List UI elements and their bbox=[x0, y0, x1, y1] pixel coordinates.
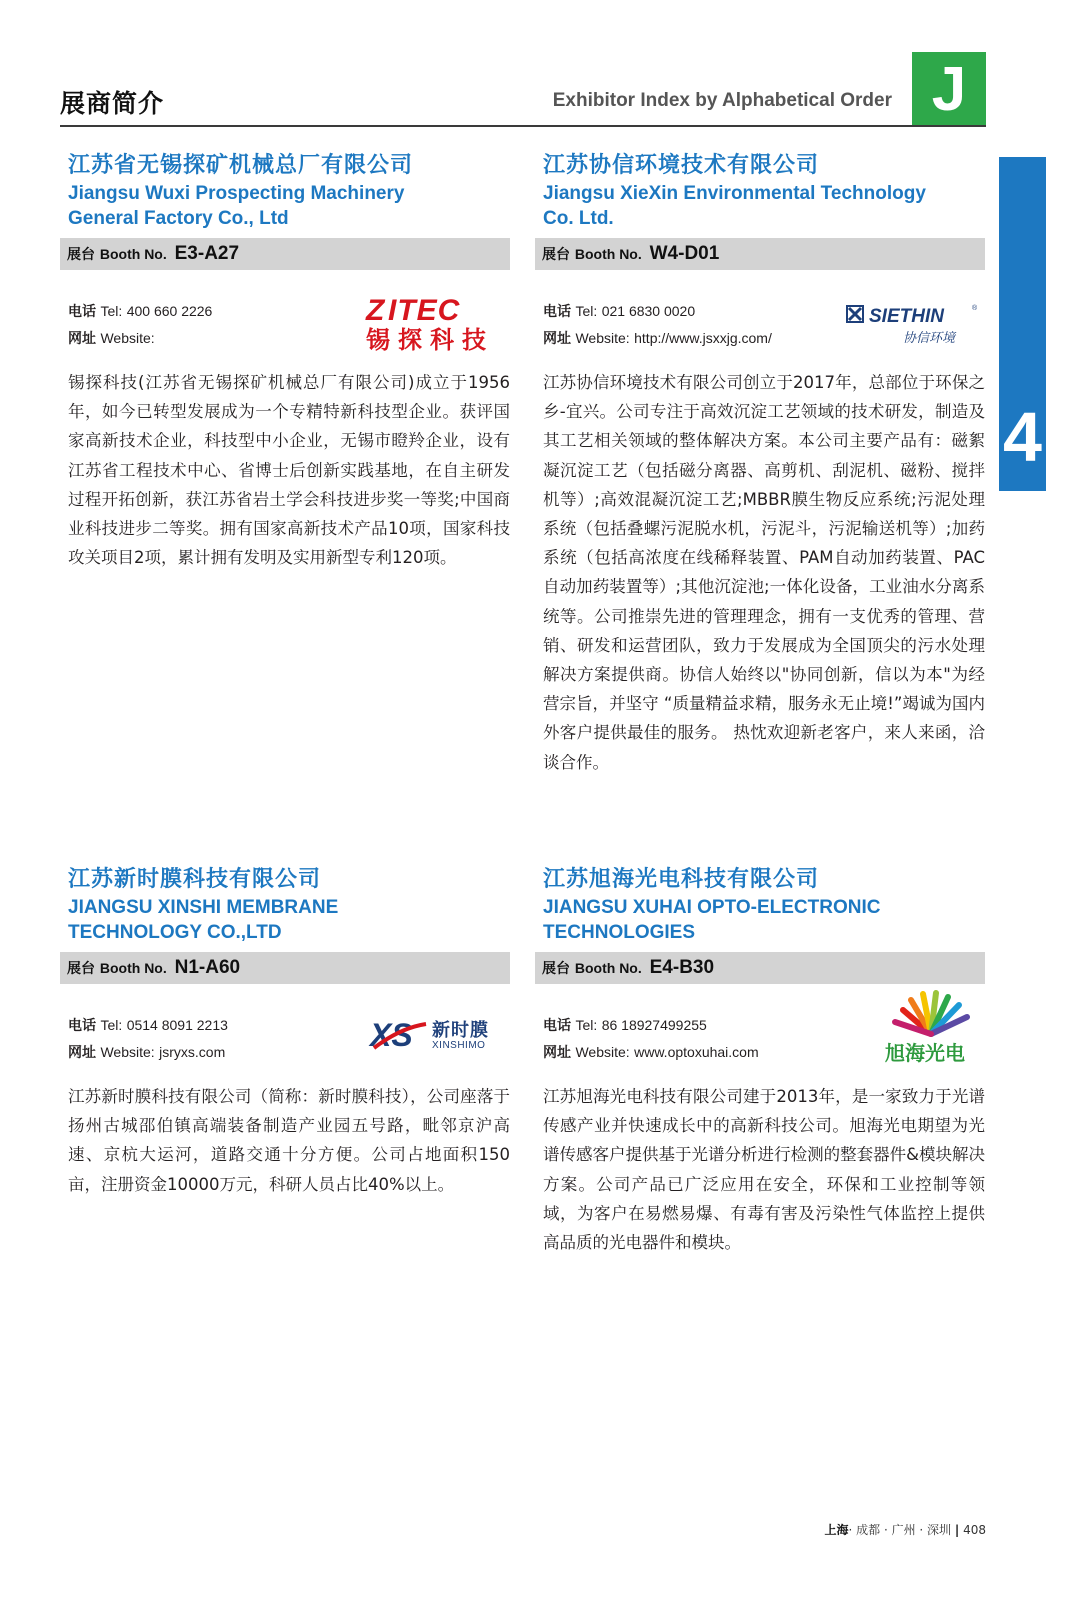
exhibitor-card bbox=[60, 865, 510, 1199]
booth-label-en: Booth No. bbox=[99, 960, 167, 976]
website-label-en: Website: bbox=[575, 1044, 630, 1060]
booth-label-cn: 展台 bbox=[67, 961, 95, 977]
xinshimo-logo-cn: 新时膜 bbox=[432, 1020, 489, 1041]
exhibitor-card bbox=[60, 151, 510, 572]
tel-label-cn: 电话 bbox=[68, 1018, 96, 1034]
tel-label-cn: 电话 bbox=[543, 304, 571, 320]
booth-bar bbox=[60, 238, 510, 270]
website-link[interactable]: www.optoxuhai.com bbox=[634, 1044, 759, 1060]
exhibitor-name-en: Co. Ltd. bbox=[543, 208, 614, 229]
exhibitor-description: 江苏新时膜科技有限公司（简称：新时膜科技），公司座落于扬州古城邵伯镇高端装备制造产业园五号路，毗邻京沪高速、京杭大运河，道路交通十分方便。公司占地面积150亩，注册资金10000万元，科研人员占比40%以上。 bbox=[68, 1087, 510, 1194]
tel-value: 0514 8091 2213 bbox=[126, 1017, 228, 1033]
tel-label-cn: 电话 bbox=[68, 304, 96, 320]
siethin-logo-text: SIETHIN bbox=[869, 306, 944, 327]
exhibitor-name-en: Jiangsu XieXin Environmental Technology bbox=[543, 183, 926, 204]
exhibitor-name-en: Jiangsu Wuxi Prospecting Machinery bbox=[68, 183, 405, 204]
xinshimo-logo-en: XINSHIMO bbox=[432, 1040, 486, 1051]
exhibitor-name-en: JIANGSU XINSHI MEMBRANE bbox=[68, 897, 339, 918]
contact-block bbox=[535, 298, 985, 356]
contact-block bbox=[535, 1012, 985, 1070]
booth-number: E3-A27 bbox=[174, 243, 240, 264]
itec-logo-cn: 锡探科技 bbox=[366, 326, 494, 352]
website-label-en: Website: bbox=[100, 1044, 155, 1060]
contact-block bbox=[60, 1012, 510, 1070]
exhibitor-name-en: General Factory Co., Ltd bbox=[68, 208, 289, 229]
booth-label-cn: 展台 bbox=[542, 961, 570, 977]
exhibitor-name-cn: 江苏省无锡探矿机械总厂有限公司 bbox=[68, 153, 414, 178]
tel-value: 021 6830 0020 bbox=[601, 303, 696, 319]
xuhai-logo bbox=[881, 990, 981, 1064]
xuhai-fan-icon bbox=[895, 993, 967, 1034]
itec-logo-text: ITEC bbox=[388, 294, 461, 327]
siethin-logo bbox=[845, 298, 979, 348]
exhibitor-name-en: TECHNOLOGIES bbox=[543, 922, 696, 943]
footer-separator: | bbox=[954, 1523, 960, 1537]
booth-bar bbox=[535, 238, 985, 270]
website-link[interactable]: jsryxs.com bbox=[159, 1044, 226, 1060]
website-link[interactable]: http://www.jsxxjg.com/ bbox=[634, 330, 772, 346]
booth-number: N1-A60 bbox=[174, 957, 241, 978]
tel-label-cn: 电话 bbox=[543, 1018, 571, 1034]
siethin-logo-cn: 协信环境 bbox=[903, 331, 956, 346]
header-divider bbox=[60, 125, 986, 127]
tel-label-en: Tel: bbox=[100, 303, 123, 319]
xuhai-logo-cn: 旭海光电 bbox=[885, 1041, 965, 1064]
footer-city-main: 上海 bbox=[824, 1523, 849, 1537]
itec-logo bbox=[364, 292, 504, 352]
page-title: 展商简介 bbox=[60, 89, 165, 118]
website-label-en: Website: bbox=[575, 330, 630, 346]
booth-label-en: Booth No. bbox=[574, 960, 642, 976]
exhibitor-description: 江苏旭海光电科技有限公司建于2013年，是一家致力于光谱传感产业并快速成长中的高新科技公司。旭海光电期望为光谱传感客户提供基于光谱分析进行检测的整套器件&模块解决方案。公司产品已广泛应用在安全，环保和工业控制等领域，为客户在易燃易爆、有毒有害及污染性气体监控上提供高品质的光电器件和模块。 bbox=[543, 1087, 985, 1253]
section-tab-number: 4 bbox=[1003, 398, 1042, 476]
booth-bar bbox=[60, 952, 510, 984]
page-number: 408 bbox=[963, 1523, 986, 1537]
siethin-mark-icon bbox=[847, 306, 863, 322]
footer-cities: · 成都 · 广州 · 深圳 bbox=[848, 1523, 952, 1537]
exhibitor-name-en: JIANGSU XUHAI OPTO-ELECTRONIC bbox=[543, 897, 881, 918]
website-label-cn: 网址 bbox=[543, 331, 571, 347]
exhibitor-name-cn: 江苏旭海光电科技有限公司 bbox=[543, 867, 820, 892]
tel-label-en: Tel: bbox=[575, 1017, 598, 1033]
booth-label-en: Booth No. bbox=[99, 246, 167, 262]
booth-label-en: Booth No. bbox=[574, 246, 642, 262]
exhibitor-name-en: TECHNOLOGY CO.,LTD bbox=[68, 922, 282, 943]
website-label-cn: 网址 bbox=[68, 1045, 96, 1061]
section-tab bbox=[999, 157, 1046, 491]
exhibitor-name-cn: 江苏协信环境技术有限公司 bbox=[543, 153, 820, 178]
page-subtitle: Exhibitor Index by Alphabetical Order bbox=[552, 90, 892, 111]
booth-label-cn: 展台 bbox=[67, 247, 95, 263]
exhibitor-card bbox=[535, 865, 985, 1257]
tel-label-en: Tel: bbox=[575, 303, 598, 319]
tel-value: 400 660 2226 bbox=[126, 303, 213, 319]
xinshimo-logo bbox=[368, 1014, 504, 1058]
contact-block bbox=[60, 294, 510, 356]
exhibitor-card bbox=[535, 151, 985, 777]
exhibitor-description: 江苏协信环境技术有限公司创立于2017年，总部位于环保之乡-宜兴。公司专注于高效沉淀工艺领域的技术研发，制造及其工艺相关领域的整体解决方案。本公司主要产品有：磁絮凝沉淀工艺（包括磁分离器、高剪机、刮泥机、磁粉、搅拌机等）;高效混凝沉淀工艺;MBBR膜生物反应系统;污泥处理系统（包括叠螺污泥脱水机，污泥斗，污泥输送机等）;加药系统（包括高浓度在线稀释装置、PAM自动加药装置、PAC自动加药装置等）;其他沉淀池;一体化设备，工业油水分离系统等。公司推崇先进的管理理念，拥有一支优秀的管理、营销、研发和运营团队，致力于发展成为全国顶尖的污水处理解决方案提供商。协信人始终以"协同创新，信以为本"为经营宗旨，并坚守 “质量精益求精，服务永无止境!”竭诚为国内外客户提供最佳的服务。 热忱欢迎新老客户，来人来函，洽谈合作。 bbox=[543, 373, 985, 772]
page-footer bbox=[825, 1521, 987, 1538]
website-label-cn: 网址 bbox=[543, 1045, 571, 1061]
booth-number: W4-D01 bbox=[649, 243, 720, 264]
tel-value: 86 18927499255 bbox=[601, 1017, 707, 1033]
exhibitor-description: 锡探科技(江苏省无锡探矿机械总厂有限公司)成立于1956年，如今已转型发展成为一个专精特新科技型企业。获评国家高新技术企业，科技型中小企业，无锡市瞪羚企业，设有江苏省工程技术中心、省博士后创新实践基地，在自主研发过程开拓创新，获江苏省岩土学会科技进步奖一等奖;中国商业科技进步二等奖。拥有国家高新技术产品10项，国家科技攻关项目2项，累计拥有发明及实用新型专利120项。 bbox=[68, 373, 510, 568]
booth-number: E4-B30 bbox=[649, 957, 715, 978]
xinshimo-logo-mark: XS bbox=[370, 1017, 413, 1053]
website-label-en: Website: bbox=[100, 330, 155, 346]
exhibitor-name-cn: 江苏新时膜科技有限公司 bbox=[68, 867, 322, 892]
booth-label-cn: 展台 bbox=[542, 247, 570, 263]
tel-label-en: Tel: bbox=[100, 1017, 123, 1033]
alphabet-letter-badge: J bbox=[912, 52, 986, 126]
itec-logo-prefix: Z bbox=[366, 294, 386, 327]
booth-bar bbox=[535, 952, 985, 984]
registered-mark-icon: ® bbox=[972, 305, 978, 312]
website-label-cn: 网址 bbox=[68, 331, 96, 347]
